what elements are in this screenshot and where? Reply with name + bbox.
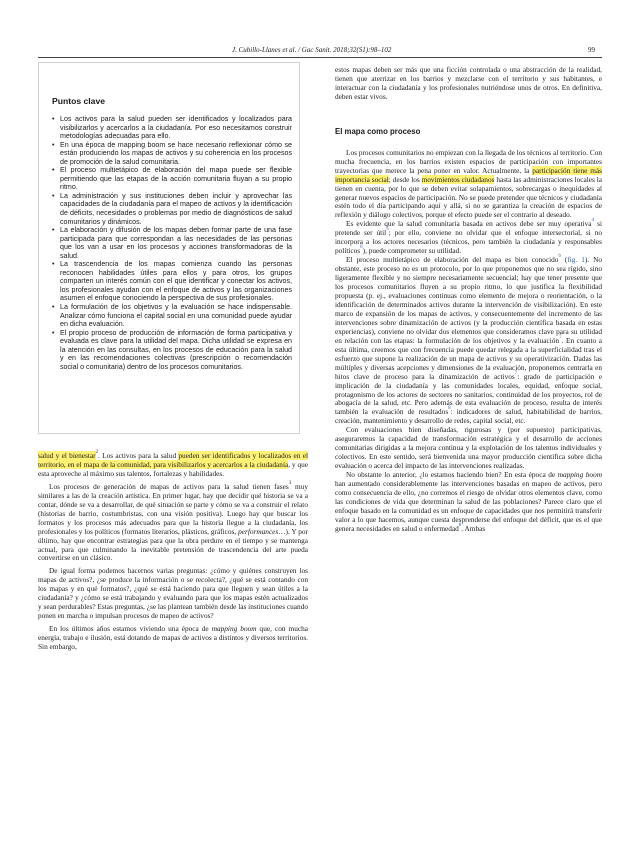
highlighted-text[interactable]: participación tiene más importancia social xyxy=(335,165,603,184)
paragraph: En los últimos años estamos viviendo una época de mapping boom que, con mucha energía, trabajo e ilusión, está dotando de mapas de activos a distintos y diversos territorios. Sin embargo, xyxy=(38,624,308,652)
citation-ref[interactable]: 5 xyxy=(386,227,389,233)
key-point-item: • El proceso multietápico de elaboración del mapa puede ser flexible permitiendo que las etapas de la acción comunitaria fluyan a su propio ritmo. xyxy=(52,166,292,192)
paragraph: salud y el bienestar$^2$. Los activos para la salud pueden ser identificados y localizados en el territorio, en el mapa de la comunidad, para visibilizarlos y acercarlos a la ciudadanía, y que esta aproveche al máximo sus talentos, fortalezas y habilidades. xyxy=(38,450,308,478)
key-point-item: • Los activos para la salud pueden ser identificados y localizados para visibilizarlos y acercarlos a la ciudadanía. Por eso necesitamos construir metodologías adecuadas para ello. xyxy=(52,115,292,141)
bullet-icon: • xyxy=(52,260,55,269)
journal-citation: J. Cubillo-Llanes et al. / Gac Sanit. 2018;32(S1):98–102 xyxy=(232,46,392,54)
figure-link[interactable]: fig. 1 xyxy=(567,255,585,265)
paragraph: De igual forma podemos hacernos varias preguntas: ¿cómo y quiénes construyen los mapas de activos?, ¿se produce la información o se recolecta?, ¿qué se está contando con los mapas y en qué formatos?, ¿qué se está haciendo para que lleguen y sean útiles a la ciudadanía? y ¿cómo se está trabajando y evaluando para que los mapas estén actualizados y sean perdurables? Estas preguntas, ¿se las plantean también desde las instituciones cuando ponen en marcha o impulsan procesos de mapeo de activos? xyxy=(38,566,308,621)
paragraph: Es evidente que la salud comunitaria basada en activos debe ser muy operativa$^4$ si pretende ser útil$^5$; por ello, conviene no olvidar que el enfoque intersectorial, si no incorpora a los actores necesarios (técnicos, pero también la ciudadanía y responsables políticos$^6$), puede comprometer su utilidad. xyxy=(335,218,602,256)
paragraph: El proceso multietápico de elaboración del mapa es bien conocido$^6$ (fig. 1). No obstante, este proceso no es un protocolo, por lo que proponemos que no sea rígido, sino ligeramente flexible y no siempre necesariamente secuencial; hay que tener presente que los procesos comunitarios fluyen a su propio ritmo, lo que justifica la flexibilidad propuesta (p. ej., evaluaciones continuas como elemento de mejora o reorientación, o la identificación de determinados activos durante la intervención de visibilización). En este marco de expansión de los mapas de activos, y consecuentemente del incremento de las intervenciones sobre dinamización de activos (y la producción científica basada en estas experiencias), conviene no olvidar dos elementos que consideramos clave para su utilidad en relación con las etapas: la formulación de los objetivos y la evaluación$^7$. En cuanto a esta última, creemos que con frecuencia puede quedar relegada a la superficialidad tras el esfuerzo que supone la realización de un mapa de activos y su operativización. Dadas las múltiples y diversas acepciones y dimensiones de la evaluación, proponemos centrarla en hitos clave de proceso para la dinamización de activos$^7$: grado de participación e implicación de la ciudadanía y las comunidades locales, equidad, enfoque social, protagonismo de los actores de sectores no sanitarios, continuidad de los proyectos, rol de abogacía de la salud, etc. Pero además de esta evaluación de proceso, resulta de interés también la evaluación de resultados$^8$: indicadores de salud, habitabilidad de barrios, creación, mantenimiento y desarrollo de redes, capital social, etc. xyxy=(335,254,603,426)
header-rule xyxy=(38,57,602,58)
left-column xyxy=(38,452,308,652)
bullet-icon: • xyxy=(52,226,55,235)
highlighted-text[interactable]: movimientos ciudadanos xyxy=(421,174,495,184)
bullet-icon: • xyxy=(52,303,55,312)
key-points-title: Puntos clave xyxy=(52,96,106,106)
citation-ref[interactable]: 8 xyxy=(458,522,462,528)
paragraph: Los procesos comunitarios no empiezan con la llegada de los técnicos al territorio. Con mucha frecuencia, en los barrios existen espacios de participación con importantes trayectorias que merece la pena poner en valor. Actualmente, la participación tiene más importancia social; desde los movimientos ciudadanos hasta las administraciones locales la tienen en cuenta, por lo que se deben evitar solapamientos, sobrecargas o inequidades al generar nuevos espacios de participación. No se puede pretender que técnicos y ciudadanía estén todo el día participando aquí y allá, si no se garantiza la creación de espacios de reflexión y diálogo colectivos, porque el efecto puede ser el contrario al deseado. xyxy=(335,147,603,220)
citation-ref[interactable]: 7 xyxy=(559,334,562,340)
bullet-icon: • xyxy=(52,166,55,175)
right-column xyxy=(335,66,602,534)
highlighted-text[interactable]: salud y el bienestar xyxy=(38,451,96,460)
bullet-icon: • xyxy=(52,191,55,200)
highlighted-text[interactable]: pueden ser identificados y localizados en el territorio, en el mapa de la comunidad, para visibilizarlos y acercarlos a la ciudadanía xyxy=(38,451,308,469)
page-number: 99 xyxy=(588,46,595,54)
citation-ref[interactable]: 7 xyxy=(514,370,518,376)
bullet-icon: • xyxy=(52,115,55,123)
citation-ref: 3 xyxy=(288,480,292,486)
key-point-item: • La formulación de los objetivos y la evaluación se hace indispensable. Analizar cómo funciona el capital social en una comunidad puede ayudar en dicha evaluación. xyxy=(52,303,292,329)
bullet-icon: • xyxy=(52,140,55,149)
citation-ref[interactable]: 6 xyxy=(360,245,363,251)
citation-ref[interactable]: 8 xyxy=(448,406,451,412)
bullet-icon: • xyxy=(52,328,55,337)
key-point-item: • La trascendencia de los mapas comienza cuando las personas reconocen habilidades útiles para ellos y para otros, los grupos comparten un interés común con el que identificar y conectar los activos, los profesionales ayudan con el enfoque de activos y las organizaciones asumen el enfoque conociendo la perspectiva de sus profesionales. xyxy=(52,260,292,303)
paragraph: No obstante lo anterior, ¿lo estamos haciendo bien? En esta época de mapping boom han aumentado considerablemente las intervenciones basadas en mapeo de activos, pero como consecuencia de ello, ¿no corremos el riesgo de olvidar otros elementos clave, como las condiciones de vida que determinan la salud de las poblaciones? Parece claro que el enfoque basado en la comunidad es un enfoque de capacidades que nos permitirá transferir valor a lo que hacemos, aunque cuesta desprenderse del enfoque del déficit, que es el que genera necesidades en salud o enfermedad$^8$. Ambas xyxy=(335,470,602,533)
key-point-item: • La administración y sus instituciones deben incluir y aprovechar las capacidades de la ciudadanía para el mapeo de activos y la identificación de déficits, necesidades o problemas por medio de diagnósticos de salud comunitarios y dinámicos. xyxy=(52,191,292,226)
key-point-item: • La elaboración y difusión de los mapas deben formar parte de una fase participada para que correspondan a las necesidades de las personas que los van a usar en los procesos y acciones transformadoras de la salud. xyxy=(52,226,292,260)
citation-ref: 2 xyxy=(95,450,99,455)
paragraph: estos mapas deben ser más que una ficción controlada o una abstracción de la realidad, tienen que aterrizar en los barrios y mezclarse con el territorio y sus habitantes, e interactuar con la ciudadanía y los profesionales nutriéndose unos de otros. En definitiva, deben estar vivos. xyxy=(335,65,602,101)
citation-ref[interactable]: 4 xyxy=(591,218,594,224)
paragraph: Con evaluaciones bien diseñadas, rigurosas y (por supuesto) participativas, aseguraremos la capacidad de transformación estratégica y el desarrollo de acciones comunitarias dirigidas a la mejora continua y la explotación de los talentos individuales y colectivos. En este sentido, será bienvenida una mayor producción científica sobre dicha evaluación o acerca del impacto de las intervenciones realizadas. xyxy=(335,425,602,471)
key-point-item: • El propio proceso de producción de información de forma participativa y evaluada es clave para la utilidad del mapa. Dicha utilidad se expresa en la atención en las consultas, en los procesos de educación para la salud y en las recomendaciones colectivas (prescripción o recomendación social o comunitaria) dentro de los procesos comunitarios. xyxy=(52,328,292,371)
key-point-item: • En una época de mapping boom se hace necesario reflexionar cómo se están produciendo los mapas de activos y su coherencia en los procesos de promoción de la salud comunitaria. xyxy=(52,140,292,166)
section-title: El mapa como proceso xyxy=(335,126,421,136)
paragraph: Los procesos de generación de mapas de activos para la salud tienen fases$^3$ muy similares a las de la creación artística. En primer lugar, hay que decidir qué historia se va a contar, dónde se va a desarrollar, de qué situación se parte y cómo se va a construir el relato (historias de barrio, costumbristas, con una visión positiva). Luego hay que buscar los formatos y los procesos más adecuados para que la historia llegue a la ciudadanía, los profesionales y los políticos (formatos literarios, plásticos, gráficos, performances…). Y por último, hay que encontrar estrategias para que la obra perdure en el tiempo y se mantenga actual, para que culminando la inevitable pretensión de trascendencia del arte pueda convertirse en un clásico. xyxy=(38,480,309,563)
citation-ref[interactable]: 6 xyxy=(558,254,561,260)
key-points-list xyxy=(52,115,292,371)
